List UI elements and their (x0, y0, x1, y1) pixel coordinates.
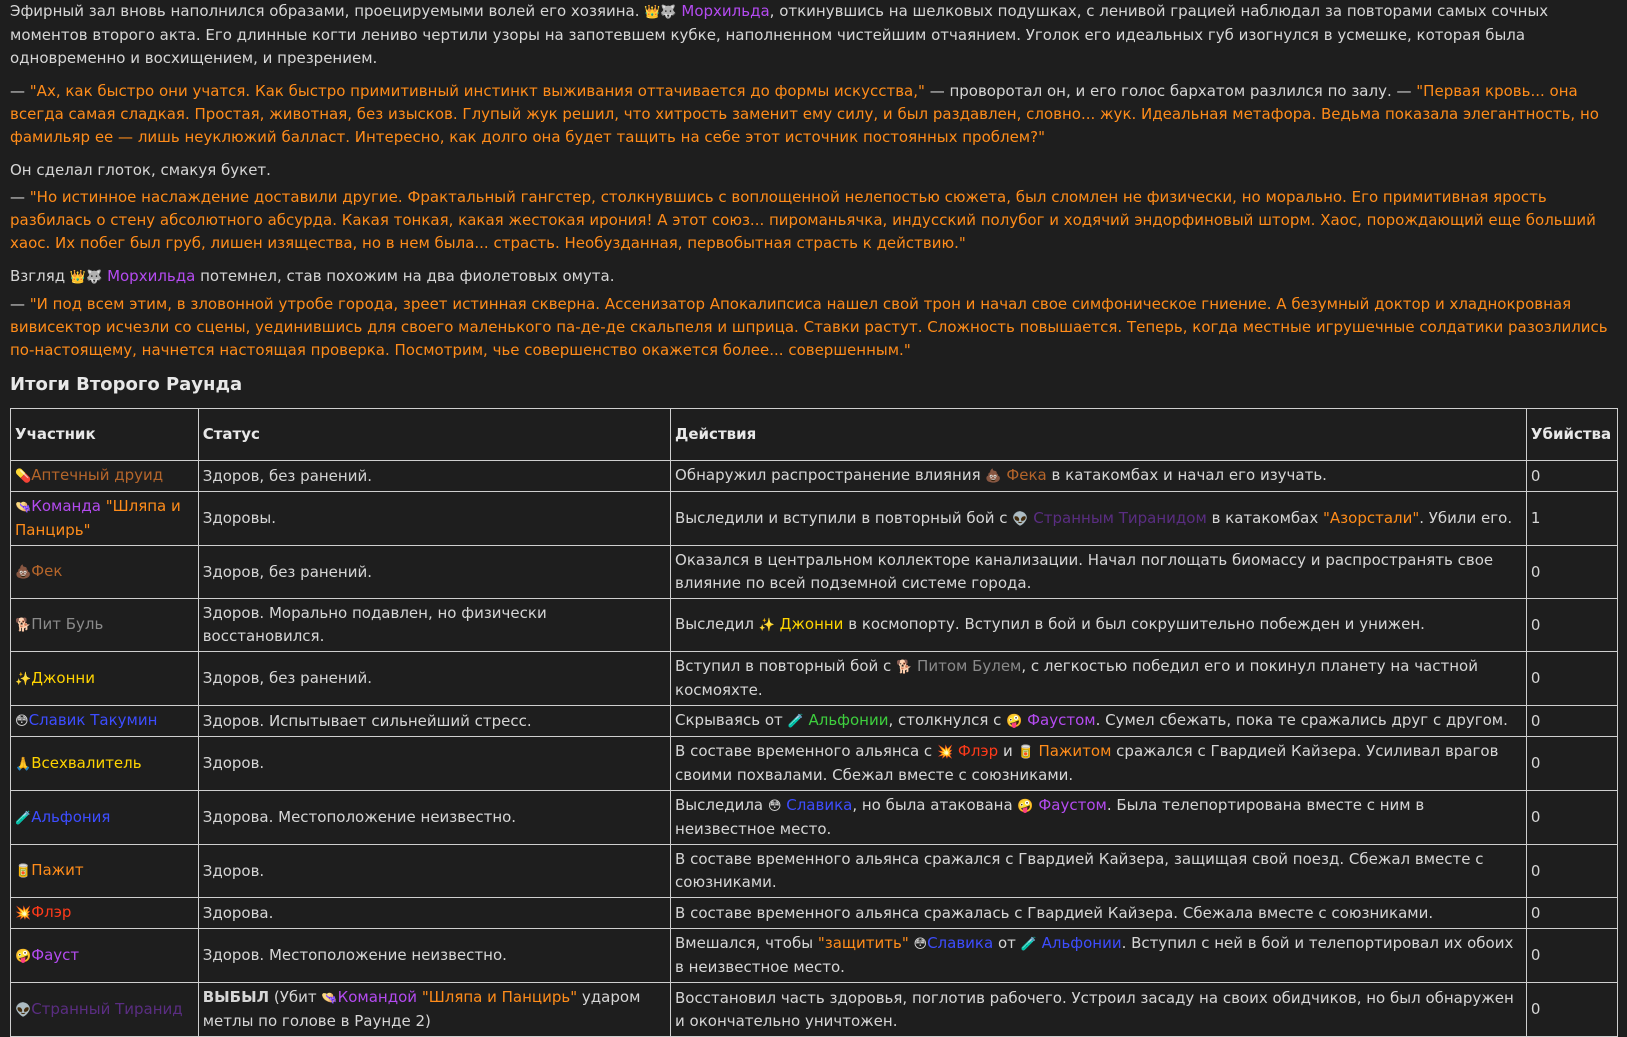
poop-icon: 💩 (15, 565, 32, 580)
header-status: Статус (198, 409, 670, 461)
status-cell: Здоров. Морально подавлен, но физически восстановился. (198, 599, 670, 652)
actions-cell: Обнаружил распространение влияния 💩 Фека в катакомбах и начал его изучать. (671, 461, 1527, 492)
actions-cell: В составе временного альянса сражалась с Гвардией Кайзера. Сбежала вместе с союзниками. (671, 898, 1527, 929)
status-cell: Здорова. (198, 898, 670, 929)
quote: "Ах, как быстро они учатся. Как быстро примитивный инстинкт выживания оттачивается до формы искусства," (29, 82, 925, 100)
table-row (11, 845, 1618, 898)
quote: "Первая кровь... она всегда самая сладкая. Простая, животная, без изысков. Глупый жук решил, что хитрость заменит ему силу, и был раздавлен, словно... жук. Идеальная метафора. Ведьма показала элегантность, но фамильяр ее — лишь неуклюжий балласт. Интересно, как долго она будет тащить на себе этот источник постоянных проблем?" (10, 82, 1599, 146)
test-tube-icon: 🧪 (15, 810, 32, 826)
dog-icon: 🐕 (896, 660, 913, 675)
intro-paragraph-3: Он сделал глоток, смакуя букет. (10, 161, 271, 179)
flushed-face-icon: 😳 (15, 714, 29, 729)
actions-cell: Оказался в центральном коллекторе канализации. Начал поглощать биомассу и распространять свое влияние по всей подземной системе города. (671, 546, 1527, 599)
kills-cell: 1 (1526, 492, 1617, 546)
alien-icon: 👽 (1012, 511, 1029, 527)
host-name: Морхильда (681, 2, 770, 20)
participant-cell: 😳Славик Такумин (11, 706, 199, 737)
flushed-face-icon: 😳 (913, 937, 928, 952)
participant-cell: 💥Флэр (11, 898, 199, 929)
test-tube-icon: 🧪 (787, 714, 804, 729)
header-participant: Участник (11, 409, 199, 461)
actions-cell: В составе временного альянса сражался с Гвардией Кайзера, защищая свой поезд. Сбежал вместе с союзниками. (671, 845, 1527, 898)
alien-icon: 👽 (15, 1002, 32, 1018)
quote: "Но истинное наслаждение доставили другие. Фрактальный гангстер, столкнувшись с воплощенной нелепостью сюжета, был сломлен не физически, но морально. Его примитивная ярость разбилась о стену абсолютного абсурда. Какая тонкая, какая жестокая ирония! А этот союз... пироманьячка, индусский полубог и ходячий эндорфиновый шторм. Хаос, порождающий еще больший хаос. Их побег был груб, лишен изящества, но в нем была... страсть. Необузданная, первобытная страсть к действию." (10, 188, 1596, 252)
poop-icon: 💩 (985, 469, 1002, 484)
quote: "И под всем этим, в зловонной утробе города, зреет истинная скверна. Ассенизатор Апокалипсиса нашел свой трон и начал свое симфоническое гниение. А безумный доктор и хладнокровная вивисектор исчезли со сцены, уединившись для своего маленького па-де-де скальпеля и шприца. Ставки растут. Сложность повышается. Теперь, когда местные игрушечные солдатики разозлились по-настоящему, начнется настоящая проверка. Посмотрим, чье совершенство окажется более... совершенным." (10, 295, 1608, 359)
actions-cell: Выследил ✨ Джонни в космопорту. Вступил в бой и был сокрушительно побежден и унижен. (671, 599, 1527, 652)
explosion-icon: 💥 (936, 745, 954, 760)
kills-cell: 0 (1526, 737, 1617, 791)
participant-cell: 🥫Пажит (11, 845, 199, 898)
zany-face-icon: 🤪 (1017, 799, 1034, 814)
table-row (11, 898, 1618, 929)
table-row (11, 492, 1618, 546)
actions-cell: Выследили и вступили в повторный бой с 👽 Странным Тиранидом в катакомбах "Азорстали". Убили его. (671, 492, 1527, 546)
kills-cell: 0 (1526, 461, 1617, 492)
table-row (11, 461, 1618, 492)
kills-cell: 0 (1526, 845, 1617, 898)
header-actions: Действия (671, 409, 1527, 461)
participant-cell: ✨Джонни (11, 652, 199, 706)
table-row (11, 929, 1618, 983)
praying-hands-icon: 🙏 (15, 756, 32, 772)
kills-cell: 0 (1526, 929, 1617, 983)
participant-cell: 💩Фек (11, 546, 199, 599)
hat-icon: 👒 (15, 500, 32, 515)
intro-paragraph-5: Взгляд 👑🐺 Морхильда потемнел, став похожим на два фиолетовых омута. (10, 267, 615, 285)
header-kills: Убийства (1526, 409, 1617, 461)
can-icon: 🥫 (1017, 745, 1034, 760)
status-cell: ВЫБЫЛ (Убит 👒Командой "Шляпа и Панцирь" ударом метлы по голове в Раунде 2) (198, 983, 670, 1037)
status-cell: Здоровы. (198, 492, 670, 546)
actions-cell: Вступил в повторный бой с 🐕 Питом Булем, с легкостью победил его и покинул планету на частной космояхте. (671, 652, 1527, 706)
dog-icon: 🐕 (15, 618, 32, 633)
intro-text-rest: , откинувшись на шелковых подушках, с ленивой грацией наблюдал за повторами самых сочных моментов второго акта. Его длинные когти лениво чертили узоры на запотевшем кубке, наполненном чистейшим отчаянием. Уголок его идеальных губ изогнулся в усмешке, которая была одновременно и восхищением, и презрением. (10, 2, 1549, 67)
can-icon: 🥫 (15, 864, 32, 879)
results-table (10, 408, 1618, 1037)
participant-cell: 👽Странный Тиранид (11, 983, 199, 1037)
zany-face-icon: 🤪 (15, 948, 32, 964)
actions-cell: Скрываясь от 🧪 Альфонии, столкнулся с 🤪 Фаустом. Сумел сбежать, пока те сражались друг с другом. (671, 706, 1527, 737)
actions-cell: Восстановил часть здоровья, поглотив рабочего. Устроил засаду на своих обидчиков, но был обнаружен и окончательно уничтожен. (671, 983, 1527, 1037)
table-row (11, 546, 1618, 599)
actions-cell: Вмешался, чтобы "защитить" 😳Славика от 🧪 Альфонии. Вступил с ней в бой и телепортировал их обоих в неизвестное место. (671, 929, 1527, 983)
table-header-row (11, 409, 1618, 461)
status-cell: Здоров. (198, 845, 670, 898)
intro-paragraph-1 (10, 0, 1617, 70)
participant-cell: 💊Аптечный друид (11, 461, 199, 492)
kills-cell: 0 (1526, 983, 1617, 1037)
participant-cell: 🧪Альфония (11, 791, 199, 845)
status-cell: Здоров. (198, 737, 670, 791)
participant-cell: 👒Команда "Шляпа и Панцирь" (11, 492, 199, 546)
status-cell: Здоров. Местоположение неизвестно. (198, 929, 670, 983)
kills-cell: 0 (1526, 706, 1617, 737)
pill-icon: 💊 (15, 469, 32, 484)
intro-paragraph-4: — "Но истинное наслаждение доставили другие. Фрактальный гангстер, столкнувшись с воплощенной нелепостью сюжета, был сломлен не физически, но морально. Его примитивная ярость разбилась о стену абсолютного абсурда. Какая тонкая, какая жестокая ирония! А этот союз... пироманьячка, индусский полубог и ходячий эндорфиновый шторм. Хаос, порождающий еще больший хаос. Их побег был груб, лишен изящества, но в нем была... страсть. Необузданная, первобытная страсть к действию." (10, 188, 1596, 252)
test-tube-icon: 🧪 (1020, 937, 1037, 952)
host-name: Морхильда (107, 267, 196, 285)
status-cell: Здоров, без ранений. (198, 546, 670, 599)
hat-icon: 👒 (321, 991, 338, 1006)
kills-cell: 0 (1526, 898, 1617, 929)
actions-cell: Выследила 😳 Славика, но была атакована 🤪 Фаустом. Была телепортирована вместе с ним в неизвестное место. (671, 791, 1527, 845)
participant-cell: 🙏Всехвалитель (11, 737, 199, 791)
participant-cell: 🐕Пит Буль (11, 599, 199, 652)
status-cell: Здоров, без ранений. (198, 652, 670, 706)
intro-paragraph-6: — "И под всем этим, в зловонной утробе города, зреет истинная скверна. Ассенизатор Апокалипсиса нашел свой трон и начал свое симфоническое гниение. А безумный доктор и хладнокровная вивисектор исчезли со сцены, уединившись для своего маленького па-де-де скальпеля и шприца. Ставки растут. Сложность повышается. Теперь, когда местные игрушечные солдатики разозлились по-настоящему, начнется настоящая проверка. Посмотрим, чье совершенство окажется более... совершенным." (10, 295, 1608, 359)
table-row (11, 599, 1618, 652)
kills-cell: 0 (1526, 791, 1617, 845)
actions-cell: В составе временного альянса с 💥 Флэр и 🥫 Пажитом сражался с Гвардией Кайзера. Усиливал врагов своими похвалами. Сбежал вместе с союзниками. (671, 737, 1527, 791)
status-cell: Здорова. Местоположение неизвестно. (198, 791, 670, 845)
participant-cell: 🤪Фауст (11, 929, 199, 983)
table-row (11, 983, 1618, 1037)
explosion-icon: 💥 (15, 906, 32, 921)
kills-cell: 0 (1526, 652, 1617, 706)
status-cell: Здоров. Испытывает сильнейший стресс. (198, 706, 670, 737)
section-title: Итоги Второго Раунда (10, 374, 243, 395)
table-row (11, 706, 1618, 737)
flushed-face-icon: 😳 (767, 799, 782, 814)
kills-cell: 0 (1526, 599, 1617, 652)
sparkles-icon: ✨ (15, 671, 32, 687)
intro-paragraph-2: — "Ах, как быстро они учатся. Как быстро примитивный инстинкт выживания оттачивается до формы искусства," — проворотал он, и его голос бархатом разлился по залу. — "Первая кровь... она всегда самая сладкая. Простая, животная, без изысков. Глупый жук решил, что хитрость заменит ему силу, и был раздавлен, словно... жук. Идеальная метафора. Ведьма показала элегантность, но фамильяр ее — лишь неуклюжий балласт. Интересно, как долго она будет тащить на себе этот источник постоянных проблем?" (10, 82, 1599, 146)
sparkles-icon: ✨ (758, 618, 775, 633)
table-row (11, 652, 1618, 706)
zany-face-icon: 🤪 (1006, 714, 1023, 729)
crown-wolf-icon: 👑🐺 (69, 270, 103, 285)
kills-cell: 0 (1526, 546, 1617, 599)
table-row (11, 737, 1618, 791)
intro-text: Эфирный зал вновь наполнился образами, проецируемыми волей его хозяина. (10, 2, 645, 20)
table-row (11, 791, 1618, 845)
crown-wolf-icon: 👑🐺 (644, 5, 677, 20)
status-cell: Здоров, без ранений. (198, 461, 670, 492)
